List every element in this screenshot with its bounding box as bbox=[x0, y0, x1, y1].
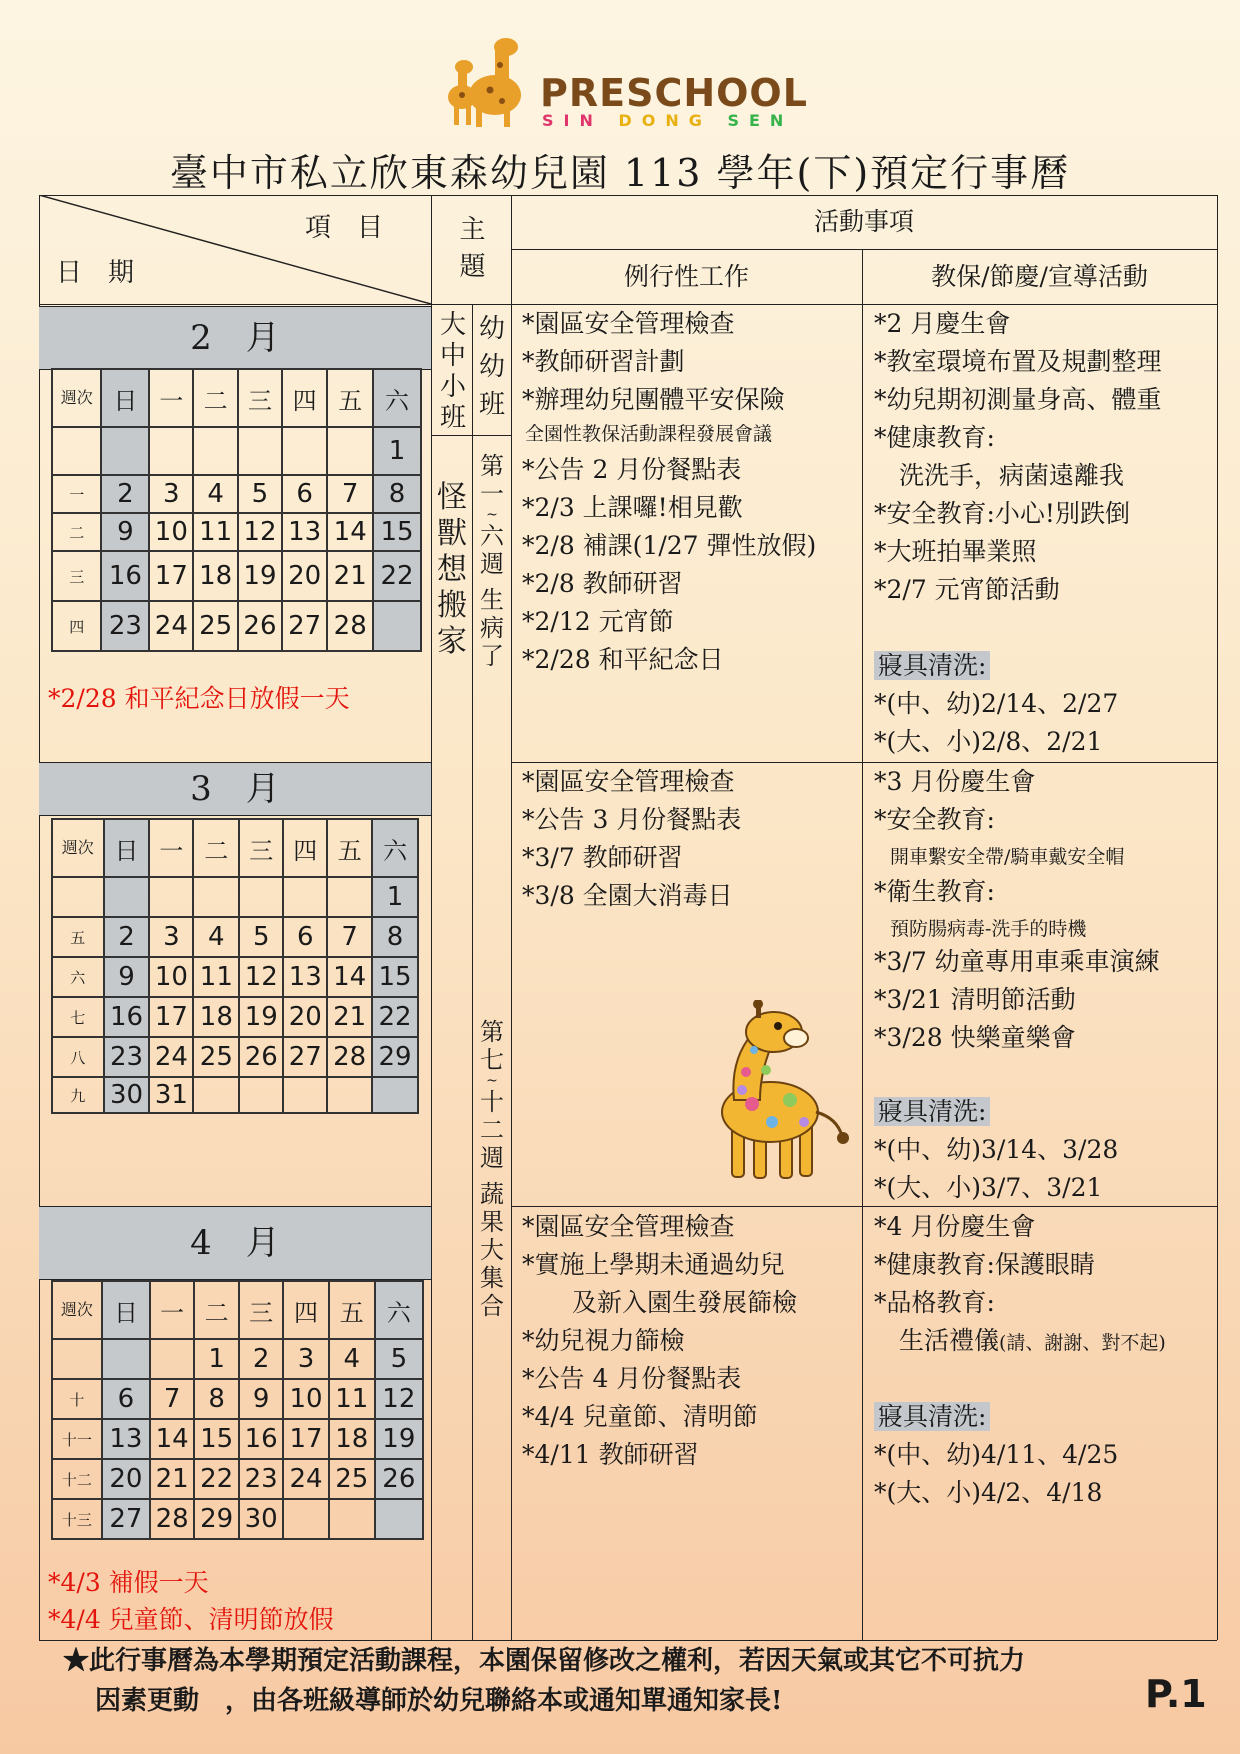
header-item: 項 目 bbox=[305, 213, 384, 243]
event-item: *2 月慶生會 bbox=[874, 309, 1011, 338]
week-number: 十一 bbox=[52, 1419, 102, 1459]
calendar-day: 28 bbox=[327, 601, 373, 651]
routine-item: *4/4 兒童節、清明節 bbox=[522, 1402, 758, 1431]
calendar-day: 21 bbox=[150, 1459, 194, 1499]
month-4-title: 4 月 bbox=[39, 1206, 431, 1280]
calendar-day: 9 bbox=[239, 1379, 283, 1419]
calendar-day: 22 bbox=[194, 1459, 239, 1499]
calendar-day: 14 bbox=[150, 1419, 194, 1459]
giraffe-illustration-icon bbox=[712, 1000, 857, 1190]
calendar-day: 16 bbox=[101, 551, 149, 601]
header-events: 教保/節慶/宣導活動 bbox=[931, 262, 1148, 291]
theme-char: 週 bbox=[480, 550, 504, 578]
theme-char: 蔬 bbox=[480, 1180, 504, 1208]
calendar-header-row bbox=[52, 1281, 423, 1339]
theme-class-big bbox=[437, 310, 469, 434]
calendar-day: 24 bbox=[149, 601, 193, 651]
calendar-week-row bbox=[52, 551, 421, 601]
bedding-label: 寢具清洗: bbox=[874, 651, 990, 680]
calendar-day: 4 bbox=[193, 917, 239, 957]
calendar-day: 20 bbox=[282, 551, 328, 601]
calendar-day: 10 bbox=[149, 957, 193, 997]
routine-item: *幼兒視力篩檢 bbox=[522, 1326, 685, 1355]
calendar-day: 27 bbox=[283, 1037, 327, 1077]
calendar-day: 23 bbox=[101, 601, 149, 651]
calendar-day: 19 bbox=[239, 997, 283, 1037]
weekday-header: 二 bbox=[194, 1281, 239, 1339]
calendar-apr bbox=[51, 1280, 424, 1540]
week-number: 七 bbox=[52, 997, 104, 1037]
calendar-day: 18 bbox=[329, 1419, 375, 1459]
calendar-day: 30 bbox=[104, 1077, 150, 1113]
event-item: *幼兒期初測量身高、體重 bbox=[874, 385, 1162, 414]
week-number bbox=[52, 427, 101, 475]
calendar-day: 11 bbox=[329, 1379, 375, 1419]
week-number: 十三 bbox=[52, 1499, 102, 1539]
header-theme bbox=[455, 215, 490, 283]
logo-sub-2: DONG bbox=[618, 111, 712, 130]
event-item: *2/7 元宵節活動 bbox=[874, 575, 1060, 604]
calendar-day: 21 bbox=[327, 551, 373, 601]
weekday-header: 三 bbox=[239, 1281, 283, 1339]
calendar-day: 14 bbox=[327, 957, 372, 997]
calendar-day: 16 bbox=[104, 997, 150, 1037]
event-item: *衛生教育: bbox=[874, 877, 995, 906]
month-2-title: 2 月 bbox=[39, 306, 431, 370]
week-number: 一 bbox=[52, 475, 101, 513]
page-number: P.1 bbox=[1145, 1672, 1207, 1716]
calendar-day: 13 bbox=[102, 1419, 150, 1459]
theme-char: 搬 bbox=[437, 588, 467, 623]
routine-item: *辦理幼兒團體平安保險 bbox=[522, 385, 785, 414]
header-theme-char: 主 bbox=[459, 215, 486, 245]
month-3-title: 3 月 bbox=[39, 762, 431, 816]
grid-line bbox=[511, 249, 1217, 250]
grid-line bbox=[39, 195, 40, 1640]
routine-item: *3/7 教師研習 bbox=[522, 843, 683, 872]
event-item: *教室環境布置及規劃整理 bbox=[874, 347, 1162, 376]
calendar-day bbox=[375, 1499, 423, 1539]
calendar-day: 12 bbox=[239, 957, 283, 997]
theme-char: 果 bbox=[480, 1208, 504, 1236]
calendar-day: 18 bbox=[193, 551, 238, 601]
week-number: 五 bbox=[52, 917, 104, 957]
theme-char: ~ bbox=[486, 1073, 498, 1089]
grid-line bbox=[862, 249, 863, 1640]
routine-item: *2/28 和平紀念日 bbox=[522, 645, 724, 674]
calendar-week-row bbox=[52, 1419, 423, 1459]
calendar-day: 23 bbox=[239, 1459, 283, 1499]
calendar-header-row bbox=[52, 369, 421, 427]
calendar-week-row bbox=[52, 957, 418, 997]
calendar-day bbox=[282, 427, 328, 475]
routine-item: *公告 2 月份餐點表 bbox=[522, 455, 742, 484]
calendar-week-row bbox=[52, 1339, 423, 1379]
calendar-day: 29 bbox=[194, 1499, 239, 1539]
calendar-day: 10 bbox=[283, 1379, 329, 1419]
calendar-day: 20 bbox=[283, 997, 327, 1037]
routine-item: 及新入園生發展篩檢 bbox=[522, 1288, 798, 1317]
weekday-header: 日 bbox=[104, 819, 150, 877]
calendar-day: 27 bbox=[282, 601, 328, 651]
footer-note-line2: 因素更動 ，由各班級導師於幼兒聯絡本或通知單通知家長! bbox=[95, 1686, 783, 1716]
bedding-item: *(大、小)3/7、3/21 bbox=[874, 1173, 1103, 1202]
weekday-header: 一 bbox=[149, 819, 193, 877]
weekday-header: 一 bbox=[150, 1281, 194, 1339]
page-title: 臺中市私立欣東森幼兒園 113 學年(下)預定行事曆 bbox=[169, 151, 1071, 195]
theme-char: 集 bbox=[480, 1264, 504, 1292]
routine-item: 全園性教保活動課程發展會議 bbox=[525, 423, 773, 445]
theme-char: 第 bbox=[480, 1018, 504, 1046]
calendar-day: 3 bbox=[283, 1339, 329, 1379]
theme-char: 病 bbox=[480, 614, 504, 642]
calendar-day: 28 bbox=[327, 1037, 372, 1077]
routine-item: *園區安全管理檢查 bbox=[522, 767, 735, 796]
calendar-day: 21 bbox=[327, 997, 372, 1037]
calendar-day: 1 bbox=[372, 877, 418, 917]
week-number bbox=[52, 877, 104, 917]
calendar-day bbox=[283, 877, 327, 917]
routine-item: *公告 3 月份餐點表 bbox=[522, 805, 742, 834]
calendar-day: 25 bbox=[329, 1459, 375, 1499]
calendar-day: 8 bbox=[372, 917, 418, 957]
calendar-day: 9 bbox=[104, 957, 150, 997]
calendar-week-row bbox=[52, 1379, 423, 1419]
calendar-day: 1 bbox=[373, 427, 421, 475]
routine-item: *2/12 元宵節 bbox=[522, 607, 674, 636]
event-text-small: (請、謝謝、對不起) bbox=[999, 1332, 1166, 1354]
calendar-day bbox=[238, 427, 282, 475]
calendar-week-row bbox=[52, 427, 421, 475]
weekday-header: 六 bbox=[372, 819, 418, 877]
grid-line bbox=[431, 195, 432, 1640]
routine-item: *教師研習計劃 bbox=[522, 347, 685, 376]
theme-char: 小 bbox=[439, 372, 466, 402]
calendar-day: 12 bbox=[238, 513, 282, 551]
calendar-day: 7 bbox=[327, 917, 372, 957]
calendar-day: 8 bbox=[373, 475, 421, 513]
logo-word: PRESCHOOL bbox=[540, 71, 808, 115]
calendar-day bbox=[149, 877, 193, 917]
theme-char: 班 bbox=[439, 403, 466, 433]
calendar-day: 9 bbox=[101, 513, 149, 551]
event-item: *安全教育: bbox=[874, 805, 995, 834]
routine-item: *園區安全管理檢查 bbox=[522, 309, 735, 338]
calendar-day: 6 bbox=[283, 917, 327, 957]
calendar-week-row bbox=[52, 1459, 423, 1499]
calendar-week-row bbox=[52, 997, 418, 1037]
week-number: 四 bbox=[52, 601, 101, 651]
calendar-day: 5 bbox=[375, 1339, 423, 1379]
calendar-day bbox=[283, 1499, 329, 1539]
bedding-item: *(大、小)4/2、4/18 bbox=[874, 1478, 1103, 1507]
footer-note-line1: ★此行事曆為本學期預定活動課程，本園保留修改之權利，若因天氣或其它不可抗力 bbox=[63, 1646, 1026, 1676]
calendar-day: 27 bbox=[102, 1499, 150, 1539]
calendar-week-row bbox=[52, 877, 418, 917]
weekday-header: 六 bbox=[373, 369, 421, 427]
week-number-header: 週次 bbox=[52, 369, 101, 427]
week-number-header: 週次 bbox=[52, 1281, 102, 1339]
calendar-day: 10 bbox=[149, 513, 193, 551]
calendar-day: 20 bbox=[102, 1459, 150, 1499]
calendar-day: 4 bbox=[329, 1339, 375, 1379]
routine-item: *4/11 教師研習 bbox=[522, 1440, 699, 1469]
calendar-day: 16 bbox=[239, 1419, 283, 1459]
logo-sub-3: SEN bbox=[727, 111, 794, 130]
theme-char: 合 bbox=[480, 1292, 504, 1320]
theme-char: 班 bbox=[478, 390, 505, 420]
calendar-header-row bbox=[52, 819, 418, 877]
event-item: 預防腸病毒-洗手的時機 bbox=[890, 918, 1087, 940]
bedding-item: *(大、小)2/8、2/21 bbox=[874, 727, 1103, 756]
bedding-item: *(中、幼)2/14、2/27 bbox=[874, 689, 1119, 718]
calendar-week-row bbox=[52, 513, 421, 551]
theme-1-title bbox=[436, 480, 468, 660]
event-item: *品格教育: bbox=[874, 1288, 995, 1317]
calendar-day bbox=[327, 427, 373, 475]
event-item: *4 月份慶生會 bbox=[874, 1212, 1036, 1241]
calendar-day: 17 bbox=[149, 551, 193, 601]
theme-char: 六 bbox=[480, 522, 504, 550]
theme-char: 獸 bbox=[437, 516, 467, 551]
routine-item: *2/3 上課囉!相見歡 bbox=[522, 493, 743, 522]
bedding-item: *(中、幼)4/11、4/25 bbox=[874, 1440, 1119, 1469]
week-number: 十 bbox=[52, 1379, 102, 1419]
feb-note: *2/28 和平紀念日放假一天 bbox=[48, 684, 350, 713]
theme-char: 幼 bbox=[478, 314, 505, 344]
week-number: 十二 bbox=[52, 1459, 102, 1499]
event-text: 生活禮儀 bbox=[874, 1326, 1000, 1355]
theme-char: 週 bbox=[480, 1144, 504, 1172]
calendar-day bbox=[101, 427, 149, 475]
event-item: *3 月份慶生會 bbox=[874, 767, 1036, 796]
header-theme-char: 題 bbox=[459, 252, 486, 282]
calendar-day: 25 bbox=[193, 601, 238, 651]
theme-char: 幼 bbox=[478, 352, 505, 382]
header-activities: 活動事項 bbox=[813, 207, 914, 236]
calendar-day: 2 bbox=[104, 917, 150, 957]
week-number: 二 bbox=[52, 513, 101, 551]
calendar-day: 3 bbox=[149, 917, 193, 957]
calendar-day: 11 bbox=[193, 957, 239, 997]
grid-line bbox=[511, 195, 512, 1640]
weekday-header: 日 bbox=[101, 369, 149, 427]
grid-line bbox=[431, 435, 511, 436]
routine-item: *2/8 補課(1/27 彈性放假) bbox=[522, 531, 817, 560]
week-number: 三 bbox=[52, 551, 101, 601]
calendar-day bbox=[239, 877, 283, 917]
grid-line bbox=[472, 304, 473, 1640]
theme-char: 大 bbox=[480, 1236, 504, 1264]
calendar-feb bbox=[51, 368, 422, 652]
bedding-label: 寢具清洗: bbox=[874, 1097, 990, 1126]
calendar-day: 15 bbox=[373, 513, 421, 551]
calendar-day: 26 bbox=[239, 1037, 283, 1077]
event-item: 洗洗手，病菌遠離我 bbox=[874, 461, 1125, 490]
calendar-day: 29 bbox=[372, 1037, 418, 1077]
calendar-day: 6 bbox=[102, 1379, 150, 1419]
routine-item: *園區安全管理檢查 bbox=[522, 1212, 735, 1241]
calendar-day: 15 bbox=[194, 1419, 239, 1459]
calendar-day: 30 bbox=[239, 1499, 283, 1539]
calendar-day bbox=[150, 1339, 194, 1379]
header-date: 日 期 bbox=[56, 258, 135, 288]
giraffe-logo-icon bbox=[440, 35, 535, 130]
calendar-day: 24 bbox=[283, 1459, 329, 1499]
theme-char: 生 bbox=[480, 586, 504, 614]
calendar-day: 4 bbox=[193, 475, 238, 513]
calendar-day bbox=[239, 1077, 283, 1113]
calendar-day: 17 bbox=[283, 1419, 329, 1459]
event-item: *健康教育: bbox=[874, 423, 995, 452]
event-item bbox=[874, 1322, 1166, 1363]
weekday-header: 三 bbox=[238, 369, 282, 427]
theme-char: 一 bbox=[480, 480, 504, 508]
theme-2-weeks bbox=[476, 1018, 508, 1320]
calendar-day: 7 bbox=[327, 475, 373, 513]
theme-char: 了 bbox=[480, 642, 504, 670]
calendar-day: 7 bbox=[150, 1379, 194, 1419]
calendar-day: 24 bbox=[149, 1037, 193, 1077]
event-item: *3/28 快樂童樂會 bbox=[874, 1023, 1076, 1052]
week-number: 九 bbox=[52, 1077, 104, 1113]
weekday-header: 五 bbox=[327, 369, 373, 427]
theme-char: 家 bbox=[437, 624, 467, 659]
theme-char: 第 bbox=[480, 452, 504, 480]
calendar-day: 22 bbox=[372, 997, 418, 1037]
calendar-week-row bbox=[52, 1077, 418, 1113]
calendar-day bbox=[372, 1077, 418, 1113]
calendar-day bbox=[193, 877, 239, 917]
theme-char: 中 bbox=[439, 341, 466, 371]
weekday-header: 六 bbox=[375, 1281, 423, 1339]
calendar-day: 5 bbox=[239, 917, 283, 957]
weekday-header: 四 bbox=[283, 819, 327, 877]
calendar-day: 11 bbox=[193, 513, 238, 551]
calendar-day: 13 bbox=[283, 957, 327, 997]
calendar-day: 15 bbox=[372, 957, 418, 997]
calendar-day bbox=[373, 601, 421, 651]
theme-char: 大 bbox=[439, 310, 466, 340]
weekday-header: 二 bbox=[193, 819, 239, 877]
calendar-week-row bbox=[52, 917, 418, 957]
calendar-day: 5 bbox=[238, 475, 282, 513]
theme-char: 怪 bbox=[437, 480, 467, 515]
event-item: *3/7 幼童專用車乘車演練 bbox=[874, 947, 1160, 976]
calendar-day bbox=[193, 1077, 239, 1113]
calendar-day: 14 bbox=[327, 513, 373, 551]
calendar-week-row bbox=[52, 1037, 418, 1077]
week-number: 八 bbox=[52, 1037, 104, 1077]
weekday-header: 五 bbox=[329, 1281, 375, 1339]
routine-item: *實施上學期未通過幼兒 bbox=[522, 1250, 785, 1279]
calendar-day bbox=[327, 1077, 372, 1113]
calendar-day bbox=[193, 427, 238, 475]
theme-1-weeks bbox=[476, 452, 508, 670]
apr-note-1: *4/3 補假一天 bbox=[48, 1568, 209, 1597]
calendar-week-row bbox=[52, 475, 421, 513]
apr-note-2: *4/4 兒童節、清明節放假 bbox=[48, 1605, 334, 1634]
routine-item: *2/8 教師研習 bbox=[522, 569, 683, 598]
calendar-day bbox=[329, 1499, 375, 1539]
weekday-header: 四 bbox=[283, 1281, 329, 1339]
bedding-item: *(中、幼)3/14、3/28 bbox=[874, 1135, 1119, 1164]
calendar-week-row bbox=[52, 601, 421, 651]
event-item: *健康教育:保護眼睛 bbox=[874, 1250, 1095, 1279]
bedding-label: 寢具清洗: bbox=[874, 1402, 990, 1431]
preschool-logo bbox=[440, 35, 808, 130]
calendar-day: 26 bbox=[375, 1459, 423, 1499]
theme-char: ~ bbox=[486, 507, 498, 523]
weekday-header: 一 bbox=[149, 369, 193, 427]
routine-item: *3/8 全園大消毒日 bbox=[522, 881, 733, 910]
calendar-day: 26 bbox=[238, 601, 282, 651]
calendar-day: 2 bbox=[239, 1339, 283, 1379]
calendar-day: 3 bbox=[149, 475, 193, 513]
calendar-day: 25 bbox=[193, 1037, 239, 1077]
calendar-day: 17 bbox=[149, 997, 193, 1037]
theme-class-small bbox=[476, 310, 508, 424]
calendar-day: 22 bbox=[373, 551, 421, 601]
calendar-day bbox=[104, 877, 150, 917]
calendar-day: 8 bbox=[194, 1379, 239, 1419]
calendar-week-row bbox=[52, 1499, 423, 1539]
header-routine: 例行性工作 bbox=[623, 262, 749, 291]
calendar-day: 18 bbox=[193, 997, 239, 1037]
calendar-day bbox=[327, 877, 372, 917]
grid-line bbox=[1217, 195, 1218, 1640]
calendar-mar bbox=[51, 818, 419, 1114]
calendar-day bbox=[102, 1339, 150, 1379]
weekday-header: 三 bbox=[239, 819, 283, 877]
calendar-day: 19 bbox=[238, 551, 282, 601]
event-item: *3/21 清明節活動 bbox=[874, 985, 1076, 1014]
event-item: 開車繫安全帶/騎車戴安全帽 bbox=[890, 846, 1125, 868]
event-item: *大班拍畢業照 bbox=[874, 537, 1037, 566]
calendar-day: 23 bbox=[104, 1037, 150, 1077]
calendar-day: 1 bbox=[194, 1339, 239, 1379]
calendar-day: 6 bbox=[282, 475, 328, 513]
calendar-day bbox=[149, 427, 193, 475]
calendar-day: 19 bbox=[375, 1419, 423, 1459]
logo-subtitle bbox=[542, 111, 793, 130]
event-item: *安全教育:小心!別跌倒 bbox=[874, 499, 1130, 528]
calendar-day: 28 bbox=[150, 1499, 194, 1539]
routine-item: *公告 4 月份餐點表 bbox=[522, 1364, 742, 1393]
calendar-day bbox=[283, 1077, 327, 1113]
theme-char: 二 bbox=[480, 1116, 504, 1144]
calendar-day: 13 bbox=[282, 513, 328, 551]
calendar-day: 31 bbox=[149, 1077, 193, 1113]
calendar-day: 2 bbox=[101, 475, 149, 513]
week-number: 六 bbox=[52, 957, 104, 997]
week-number-header: 週次 bbox=[52, 819, 104, 877]
weekday-header: 五 bbox=[327, 819, 372, 877]
weekday-header: 日 bbox=[102, 1281, 150, 1339]
calendar-day: 12 bbox=[375, 1379, 423, 1419]
weekday-header: 二 bbox=[193, 369, 238, 427]
theme-char: 七 bbox=[480, 1046, 504, 1074]
grid-line bbox=[511, 1206, 1217, 1207]
weekday-header: 四 bbox=[282, 369, 328, 427]
logo-sub-1: SIN bbox=[542, 111, 603, 130]
week-number bbox=[52, 1339, 102, 1379]
theme-char: 十 bbox=[480, 1088, 504, 1116]
theme-char: 想 bbox=[437, 552, 467, 587]
